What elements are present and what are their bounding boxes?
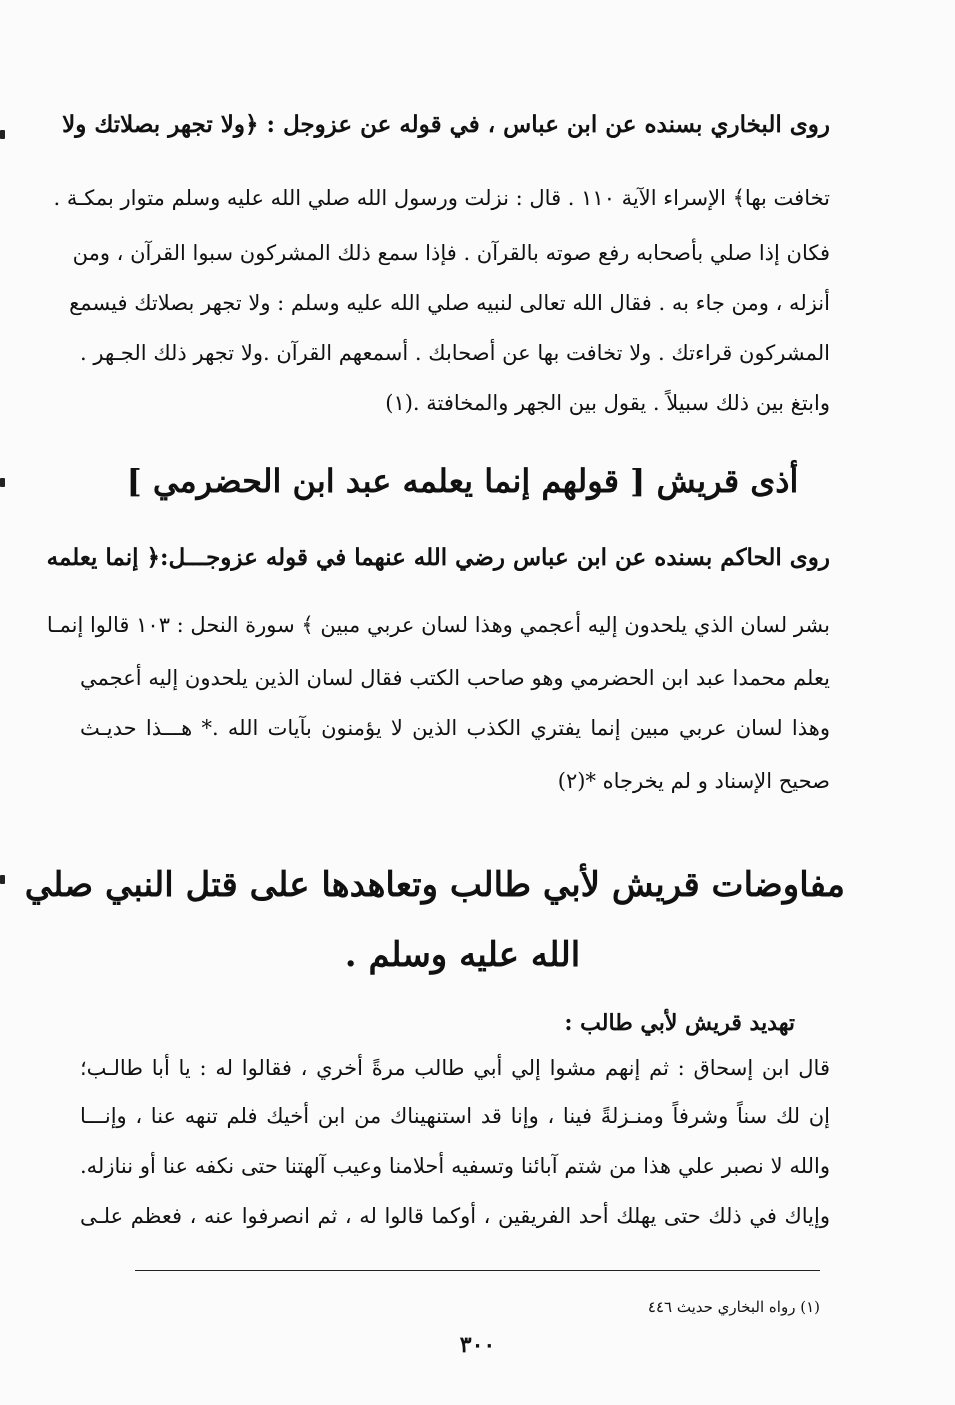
section-heading: مفاوضات قريش لأبي طالب وتعاهدها على قتل النبي صلي	[24, 865, 845, 905]
section-heading: أذى قريش [ قولهم إنما يعلمه عبد ابن الحضرمي ]	[126, 462, 799, 500]
margin-mark	[0, 875, 5, 884]
text-line: أنزله ، ومن جاء به . فقال الله تعالى لنبيه صلي الله عليه وسلم : ولا تجهر بصلاتك فيسمع	[69, 291, 830, 315]
text-line: روى الحاكم بسنده عن ابن عباس رضي الله عنهما في قوله عزوجـــل:﴿ إنما يعلمه	[46, 544, 830, 571]
text-line: قال ابن إسحاق : ثم إنهم مشوا إلي أبي طالب مرةً أخري ، فقالوا له : يا أبا طالـب؛	[80, 1056, 830, 1080]
text-line: المشركون قراءتك . ولا تخافت بها عن أصحابك . أسمعهم القرآن .ولا تجهر ذلك الجـهر .	[80, 341, 830, 365]
margin-mark	[0, 478, 5, 487]
text-line: فكان إذا صلي بأصحابه رفع صوته بالقرآن . فإذا سمع ذلك المشركون سبوا القرآن ، ومن	[72, 241, 830, 265]
text-line: تخافت بها﴾ الإسراء الآية ١١٠ . قال : نزلت ورسول الله صلي الله عليه وسلم متوار بمكـة .	[53, 186, 830, 210]
footnote: (١) رواه البخاري حديث ٤٤٦	[647, 1298, 820, 1316]
margin-mark	[0, 130, 5, 139]
page-number: ٣٠٠	[459, 1332, 496, 1358]
text-line: روى البخاري بسنده عن ابن عباس ، في قوله عن عزوجل : ﴿ولا تجهر بصلاتك ولا	[62, 111, 830, 138]
text-line: بشر لسان الذي يلحدون إليه أعجمي وهذا لسان عربي مبين ﴾ سورة النحل : ١٠٣ قالوا إنمـا	[46, 613, 830, 637]
text-line: وابتغ بين ذلك سبيلاً . يقول بين الجهر والمخافتة .(١)	[385, 391, 830, 415]
text-line: والله لا نصبر علي هذا من شتم آبائنا وتسفيه أحلامنا وعيب آلهتنا حتى نكفه عنا أو ننازله.	[80, 1154, 830, 1178]
footnote-divider	[135, 1270, 820, 1271]
text-line: وإياك في ذلك حتى يهلك أحد الفريقين ، أوكما قالوا له ، ثم انصرفوا عنه ، فعظم علـى	[80, 1204, 830, 1228]
text-line: إن لك سناً وشرفاً ومنـزلةً فينا ، وإنا قد استنهيناك من ابن أخيك فلم تنهه عنا ، وإنـــا	[80, 1104, 830, 1128]
text-line: وهذا لسان عربي مبين إنما يفتري الكذب الذين لا يؤمنون بآيات الله .* هـــذا حديـث	[80, 716, 830, 740]
text-line: صحيح الإسناد و لم يخرجاه *(٢)	[557, 769, 830, 793]
section-heading: الله عليه وسلم .	[344, 935, 581, 975]
text-line: يعلم محمدا عبد ابن الحضرمي وهو صاحب الكتب فقال لسان الذين يلحدون إليه أعجمي	[80, 666, 830, 690]
subheading: تهديد قريش لأبي طالب :	[564, 1010, 795, 1036]
